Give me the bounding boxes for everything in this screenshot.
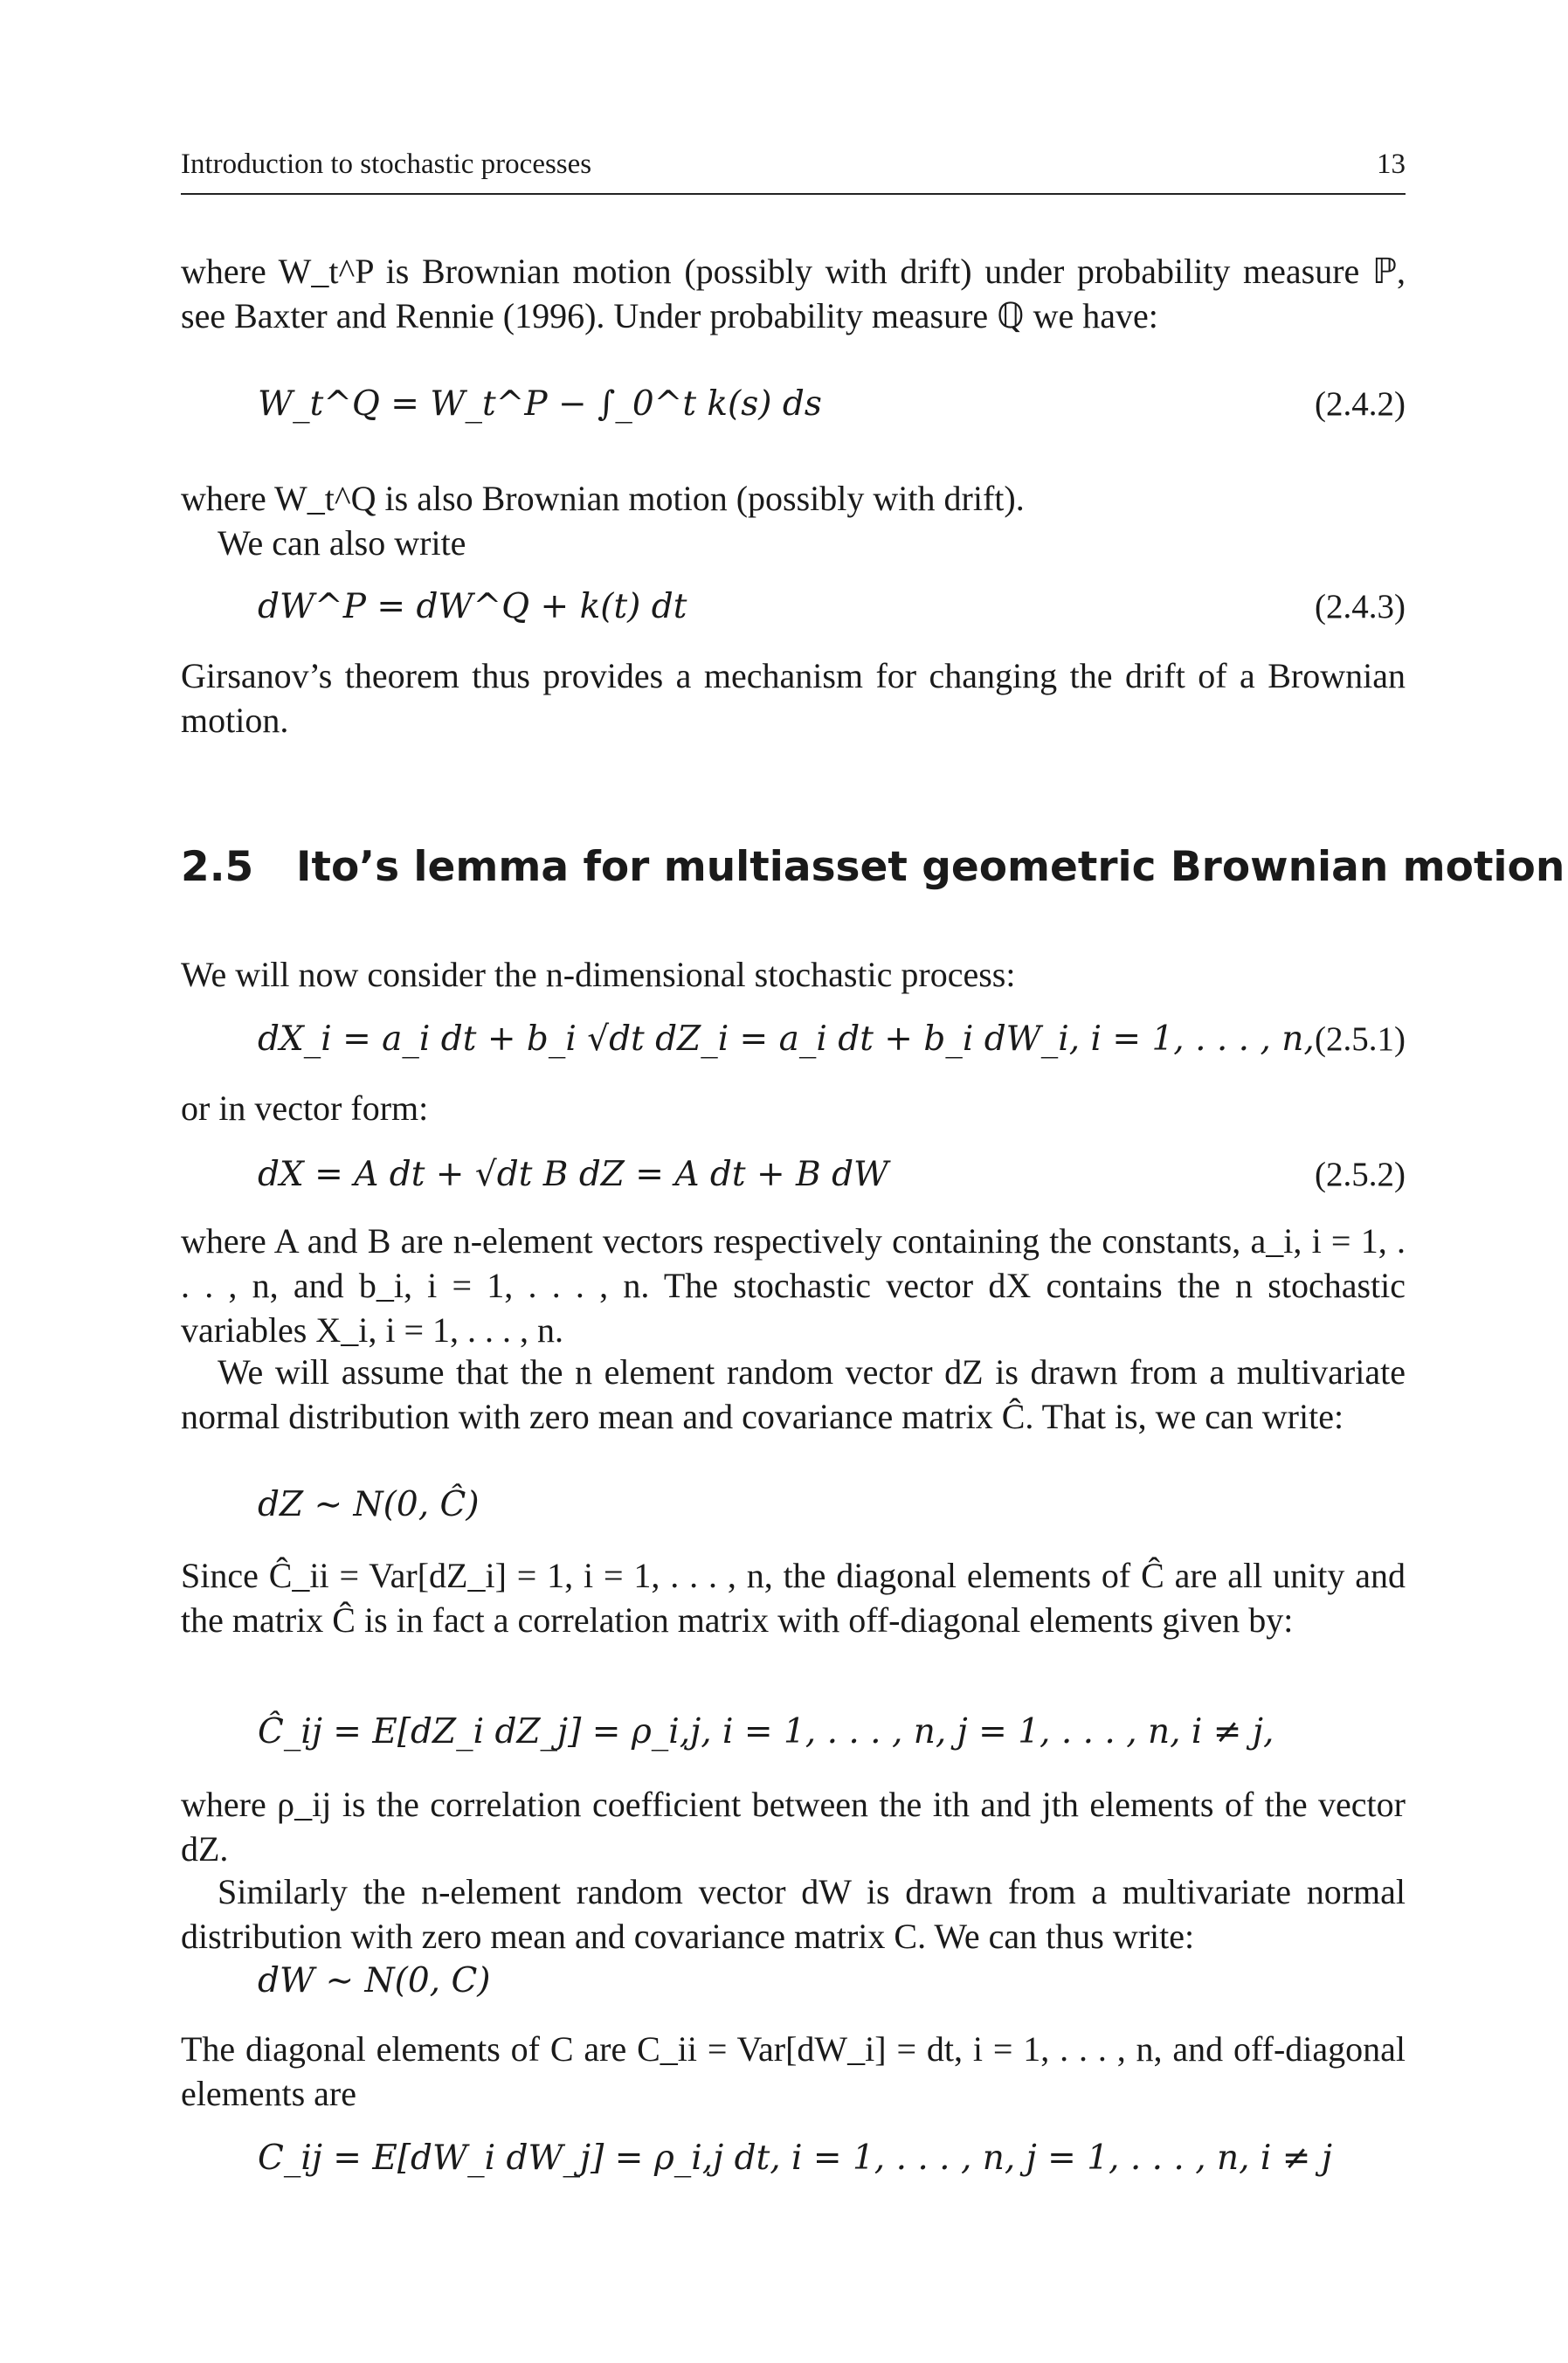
section-number: 2.5 [181, 843, 254, 891]
paragraph-also-write [181, 521, 1406, 565]
paragraph-brownian-p [181, 249, 1406, 338]
equation-c-ij [258, 2138, 1406, 2191]
equation-number: (2.5.2) [1315, 1156, 1406, 1193]
equation-2-4-2 [258, 384, 1406, 437]
running-header [181, 149, 1406, 195]
equation-2-5-1 [258, 1019, 1406, 1072]
equation-number: (2.5.1) [1315, 1020, 1406, 1058]
paragraph-text: The diagonal elements of C are C_ii = Var[dW_i] = dt, i = 1, . . . , n, and off-diagonal elements are [181, 2029, 1406, 2113]
section-heading [181, 843, 1565, 891]
equation-expression: dW ∼ N(0, C) [258, 1961, 491, 2000]
paragraph-text: We can also write [218, 523, 466, 563]
paragraph-correlation-matrix [181, 1553, 1406, 1642]
equation-2-4-3 [258, 587, 1406, 639]
paragraph-text: or in vector form: [181, 1088, 429, 1128]
equation-expression: W_t^Q = W_t^P − ∫_0^t k(s) ds [258, 384, 822, 424]
paragraph-text: Girsanov’s theorem thus provides a mechanism for changing the drift of a Brownian motion. [181, 656, 1406, 740]
paragraph-vector-form [181, 1086, 1406, 1130]
paragraph-random-vector-dz [181, 1350, 1406, 1439]
paragraph-girsanov [181, 653, 1406, 743]
equation-expression: Ĉ_ij = E[dZ_i dZ_j] = ρ_i,j, i = 1, . . . , n, j = 1, . . . , n, i ≠ j, [258, 1712, 1274, 1752]
paragraph-text: where A and B are n-element vectors respectively containing the constants, a_i, i = 1, . . . , n, and b_i, i = 1, . . . , n. The stochastic vector dX contains the n stochastic variables X_i, i = 1, . . . , n. [181, 1221, 1406, 1350]
equation-c-hat-ij [258, 1712, 1406, 1765]
section-title: Ito’s lemma for multiasset geometric Brownian motion [296, 843, 1565, 891]
paragraph-brownian-q [181, 476, 1406, 521]
equation-expression: dX = A dt + √dt B dZ = A dt + B dW [258, 1155, 889, 1194]
paragraph-text: where W_t^Q is also Brownian motion (possibly with drift). [181, 479, 1025, 518]
paragraph-vectors-a-b [181, 1219, 1406, 1352]
page-number: 13 [1377, 149, 1406, 180]
running-title: Introduction to stochastic processes [181, 149, 592, 180]
equation-expression: dW^P = dW^Q + k(t) dt [258, 587, 687, 626]
paragraph-correlation-coefficient [181, 1782, 1406, 1871]
paragraph-n-dimensional [181, 952, 1406, 997]
paragraph-text: where ρ_ij is the correlation coefficient between the ith and jth elements of the vector dZ. [181, 1785, 1406, 1869]
paragraph-random-vector-dw [181, 1869, 1406, 1959]
paragraph-text: Since Ĉ_ii = Var[dZ_i] = 1, i = 1, . . . , n, the diagonal elements of Ĉ are all unity and the matrix Ĉ is in fact a correlation matrix with off-diagonal elements given by: [181, 1556, 1406, 1640]
paragraph-text: Similarly the n-element random vector dW is drawn from a multivariate normal distribution with zero mean and covariance matrix C. We can thus write: [181, 1872, 1406, 1956]
paragraph-text: We will assume that the n element random vector dZ is drawn from a multivariate normal distribution with zero mean and covariance matrix Ĉ. That is, we can write: [181, 1352, 1406, 1436]
paragraph-text: where W_t^P is Brownian motion (possibly with drift) under probability measure ℙ, see Baxter and Rennie (1996). Under probability measure ℚ we have: [181, 252, 1406, 335]
equation-number: (2.4.2) [1315, 385, 1406, 423]
paragraph-text: We will now consider the n-dimensional stochastic process: [181, 955, 1016, 994]
equation-expression: dX_i = a_i dt + b_i √dt dZ_i = a_i dt + b_i dW_i, i = 1, . . . , n, [258, 1019, 1315, 1059]
equation-expression: dZ ∼ N(0, Ĉ) [258, 1485, 480, 1524]
equation-dw-distribution [258, 1961, 1406, 2014]
equation-expression: C_ij = E[dW_i dW_j] = ρ_i,j dt, i = 1, . . . , n, j = 1, . . . , n, i ≠ j [258, 2138, 1332, 2178]
paragraph-diagonal-elements [181, 2027, 1406, 2116]
equation-dz-distribution [258, 1485, 1406, 1537]
equation-2-5-2 [258, 1155, 1406, 1207]
equation-number: (2.4.3) [1315, 588, 1406, 625]
